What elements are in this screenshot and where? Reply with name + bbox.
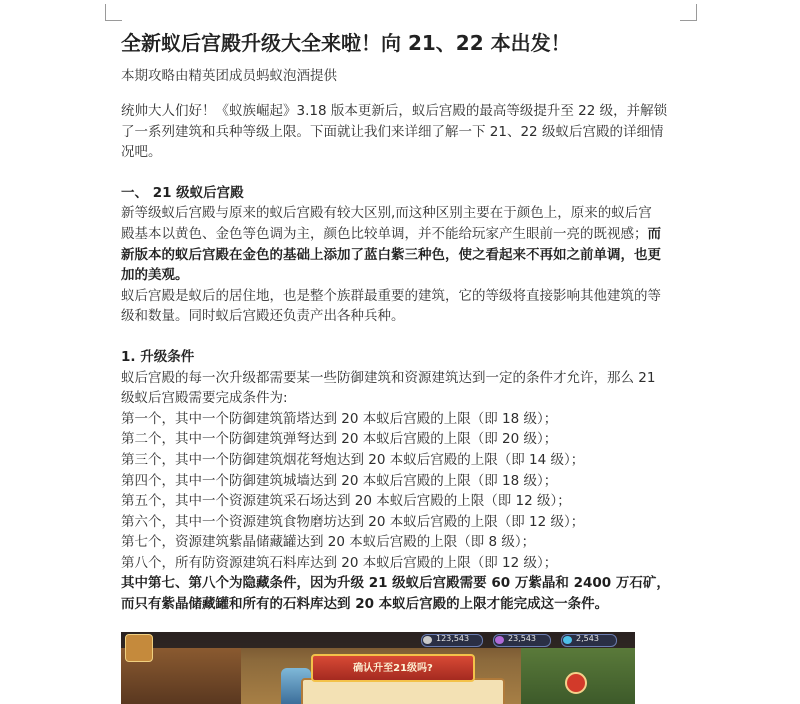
- stone-icon: [423, 636, 432, 644]
- resource-value: 23,543: [508, 634, 536, 643]
- intro-line: 况吧。: [121, 144, 162, 161]
- para-line: 级蚁后宫殿需要完成条件为:: [121, 390, 288, 407]
- para-line: 蚁后宫殿的每一次升级都需要某一些防御建筑和资源建筑达到一定的条件才允许，那么 21: [121, 369, 656, 386]
- game-screenshot: [121, 632, 635, 704]
- resource-gem: [561, 634, 617, 647]
- para-line: 级和数量。同时蚁后宫殿还负责产出各种兵种。: [121, 308, 405, 325]
- confirm-banner: [311, 654, 475, 682]
- upgrade-heading: 1. 升级条件: [121, 348, 195, 365]
- para-line-bold: 而: [647, 225, 661, 242]
- section1-paragraph2: [121, 286, 691, 327]
- note-line: 其中第七、第八个为隐藏条件，因为升级 21 级蚁后宫殿需要 60 万紫晶和 2400 万石矿，: [121, 575, 670, 592]
- resource-stone: [421, 634, 483, 647]
- article-title: 全新蚁后宫殿升级大全来啦！向 21、22 本出发！: [121, 31, 571, 55]
- gem-icon: [563, 636, 572, 644]
- condition-item: 第四个，其中一个防御建筑城墙达到 20 本蚁后宫殿的上限（即 18 级）；: [121, 472, 558, 489]
- para-line-plain: 殿基本以黄色、金色等色调为主，颜色比较单调，并不能给玩家产生眼前一亮的既视感；: [121, 225, 648, 242]
- resource-crystal: [493, 634, 551, 647]
- article-subtitle: 本期攻略由精英团成员蚂蚁泡酒提供: [121, 68, 337, 84]
- para-line: 新等级蚁后宫殿与原来的蚁后宫殿有较大区别,而这种区别主要在于颜色上，原来的蚁后宫: [121, 205, 652, 222]
- condition-list: [121, 409, 691, 574]
- para-line: 蚁后宫殿是蚁后的居住地，也是整个族群最重要的建筑，它的等级将直接影响其他建筑的等: [121, 287, 661, 304]
- crop-mark-top-left: [105, 4, 122, 21]
- resource-value: 2,543: [576, 634, 599, 643]
- intro-line: 了一系列建筑和兵种等级上限。下面就让我们来详细了解一下 21、22 级蚁后宫殿的详细情: [121, 123, 664, 140]
- crystal-icon: [495, 636, 504, 644]
- note-line: 而只有紫晶储藏罐和所有的石料库达到 20 本蚁后宫殿的上限才能完成这一条件。: [121, 596, 609, 613]
- condition-item: 第三个，其中一个防御建筑烟花弩炮达到 20 本蚁后宫殿的上限（即 14 级）；: [121, 451, 585, 468]
- para-line-bold: 新版本的蚁后宫殿在金色的基础上添加了蓝白紫三种色，使之看起来不再如之前单调，也更: [121, 246, 661, 263]
- condition-item: 第七个，资源建筑紫晶储藏罐达到 20 本蚁后宫殿的上限（即 8 级）；: [121, 534, 536, 551]
- para-line: [121, 224, 691, 245]
- condition-item: 第五个，其中一个资源建筑采石场达到 20 本蚁后宫殿的上限（即 12 级）；: [121, 493, 571, 510]
- intro-paragraph: [121, 101, 691, 163]
- condition-item: 第六个，其中一个资源建筑食物磨坊达到 20 本蚁后宫殿的上限（即 12 级）；: [121, 513, 585, 530]
- resource-value: 123,543: [436, 634, 470, 643]
- upgrade-lead: [121, 368, 691, 409]
- condition-item: 第八个，所有防资源建筑石料库达到 20 本蚁后宫殿的上限（即 12 级）；: [121, 554, 558, 571]
- confirm-banner-text: 确认升至21级吗?: [353, 663, 433, 674]
- avatar: [125, 634, 153, 662]
- condition-item: 第一个，其中一个防御建筑箭塔达到 20 本蚁后宫殿的上限（即 18 级）；: [121, 410, 558, 427]
- document-page: [121, 30, 691, 615]
- section-heading: 一、 21 级蚁后宫殿: [121, 184, 244, 201]
- intro-line: 统帅大人们好！《蚁族崛起》3.18 版本更新后，蚁后宫殿的最高等级提升至 22 级，并解锁: [121, 103, 668, 119]
- close-icon: [565, 672, 587, 694]
- crop-mark-top-right: [680, 4, 697, 21]
- condition-item: 第二个，其中一个防御建筑弹弩达到 20 本蚁后宫殿的上限（即 20 级）；: [121, 431, 558, 448]
- upgrade-note: [121, 573, 691, 614]
- game-resource-bar: [121, 632, 635, 648]
- section1-paragraph1: [121, 203, 691, 285]
- para-line-bold: 加的美观。: [121, 267, 189, 284]
